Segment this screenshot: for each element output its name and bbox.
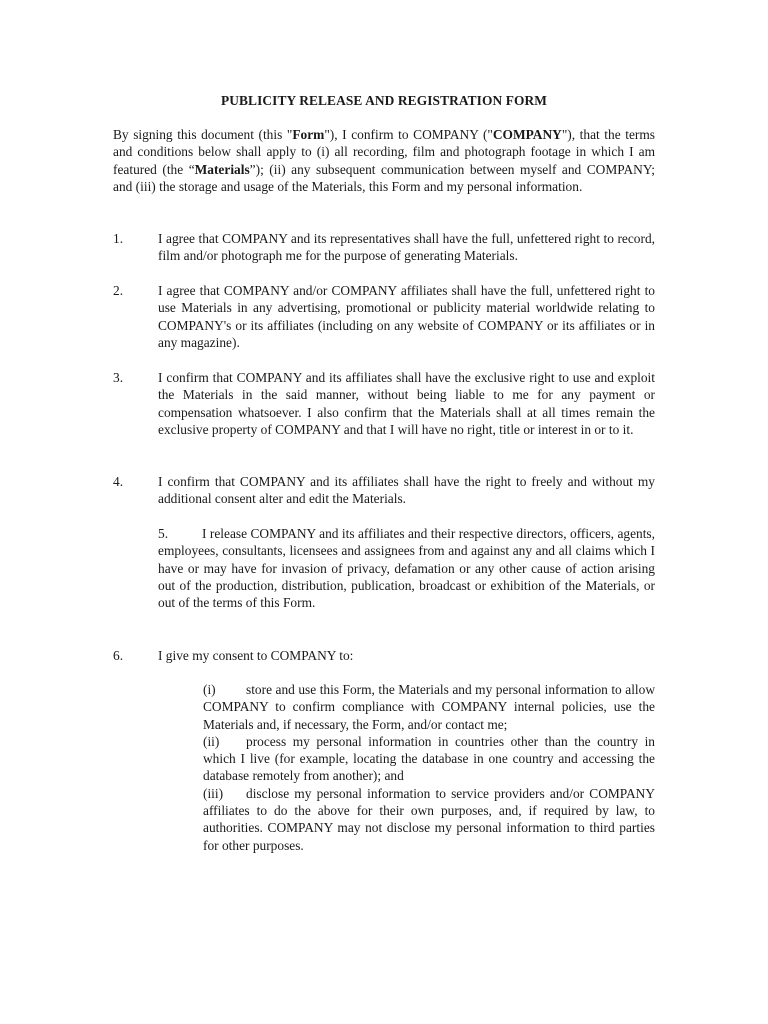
clause-number: 2. — [113, 283, 124, 298]
sub-item-text: disclose my personal information to service providers and/or COMPANY affiliates to do the above for their own purposes, and, if required by law, to authorities. COMPANY may not disclose my personal information to third parties for other purposes. — [203, 785, 655, 853]
clause-text: I agree that COMPANY and/or COMPANY affiliates shall have the full, unfettered right to use Materials in any advertising, promotional or publicity material worldwide relating to COMPANY's or its affiliates (including on any website of COMPANY or its affiliates or in any magazine). — [158, 283, 655, 350]
clause-5 — [158, 525, 655, 611]
clause-text: I give my consent to COMPANY to: — [158, 648, 354, 663]
clause-text: I confirm that COMPANY and its affiliates shall have the right to freely and without my additional consent alter and edit the Materials. — [158, 474, 655, 507]
document-title: PUBLICITY RELEASE AND REGISTRATION FORM — [220, 93, 548, 108]
clause-text: I agree that COMPANY and its representatives shall have the full, unfettered right to record, film and/or photograph me for the purpose of generating Materials. — [158, 231, 655, 264]
clause-6 — [113, 647, 655, 664]
clause-text: I confirm that COMPANY and its affiliates shall have the exclusive right to use and exploit the Materials in the said manner, without being liable to me for any payment or compensation whatsoever. I also confirm that the Materials shall at all times remain the exclusive property of COMPANY and that I will have no right, title or interest in or to it. — [158, 370, 655, 437]
consent-sub-items — [203, 681, 655, 854]
sub-item-label: (ii) — [203, 733, 220, 749]
company-term: COMPANY — [492, 127, 562, 142]
clause-number: 1. — [113, 231, 124, 246]
clause-4 — [113, 473, 655, 508]
sub-item-ii — [203, 733, 655, 785]
clause-text: I release COMPANY and its affiliates and their respective directors, officers, agents, employees, consultants, licensees and assignees from and against any and all claims which I have or may have for invasion of privacy, defamation or any other cause of action arising out of the production, distribution, publication, broadcast or exhibition of the Materials, or out of the terms of this Form. — [158, 526, 655, 611]
clause-2 — [113, 282, 655, 351]
clause-1 — [113, 230, 655, 265]
sub-item-label: (iii) — [203, 785, 224, 801]
sub-item-text: process my personal information in countries other than the country in which I live (for example, locating the database in one country and accessing the database remotely from another); and — [203, 733, 655, 784]
clause-number: 4. — [113, 474, 124, 489]
clause-3 — [113, 369, 655, 438]
intro-text: "), that the terms and conditions below shall apply to (i) all recording, film and photograph footage in which I am featured (the “ — [113, 127, 655, 177]
intro-text: ”); (ii) any subsequent communication between myself and COMPANY; and (iii) the storage and usage of the Materials, this Form and my personal information. — [113, 161, 655, 194]
clause-number: 3. — [113, 370, 124, 385]
materials-term: Materials — [194, 161, 250, 177]
intro-text: By signing this document (this " — [113, 127, 293, 142]
form-term: Form — [292, 127, 325, 142]
sub-item-text: store and use this Form, the Materials and my personal information to allow COMPANY to confirm compliance with COMPANY internal policies, use the Materials and, if necessary, the Form, and/or contact me; — [203, 682, 655, 732]
clause-number: 5. — [158, 526, 169, 541]
intro-paragraph — [113, 126, 655, 195]
clause-number: 6. — [113, 648, 124, 663]
sub-item-label: (i) — [203, 682, 216, 697]
sub-item-iii — [203, 785, 655, 854]
intro-text: "), I confirm to COMPANY (" — [324, 127, 493, 142]
sub-item-i — [203, 681, 655, 733]
